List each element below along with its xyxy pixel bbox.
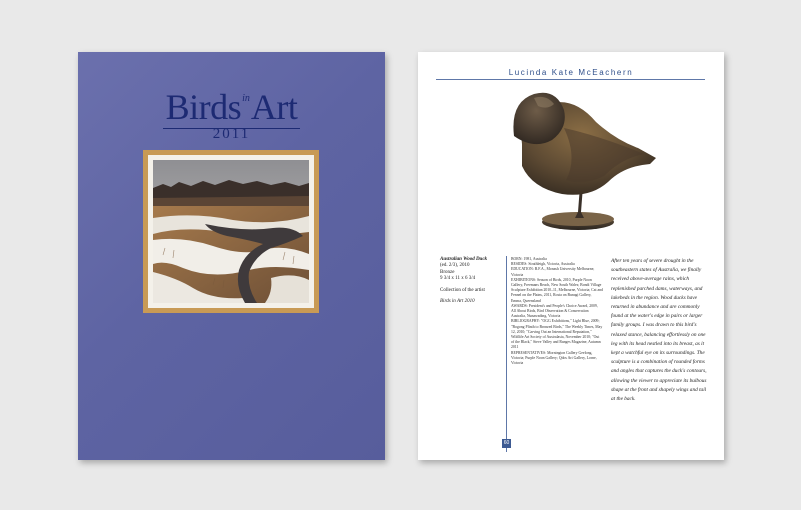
- artwork-dimensions: 9 3/4 x 11 x 6 3/4: [440, 276, 476, 282]
- page-number: 60: [503, 440, 510, 446]
- cover-title: [78, 86, 385, 128]
- winter-creek-painting: [153, 160, 309, 303]
- column-divider: [506, 256, 507, 452]
- artist-statement: After ten years of severe drought in the southeastern states of Australia, we finally received above-average rains, which replenished parched dams, waterways, and lakebeds in the region. Wood ducks have returned in abundance and are commonly found at the water's edge in pairs or larger family groups. I was drawn to this bird's relaxed stance, balancing effortlessly on one leg with its head nestled into its breast, as it kept a watchful eye on its surroundings. The sculpture is a combination of rounded forms and angles that captures the duck's contours, allowing the viewer to appreciate its bulbous shape at the front and shapely wings and tail at the back.: [611, 258, 707, 403]
- cover-title-birds: Birds: [165, 87, 242, 127]
- artwork-collection: Collection of the artist: [440, 287, 485, 293]
- artwork-title: Australian Wood Duck: [440, 257, 488, 262]
- bio-awards: AWARDS: President's and People's Choice Award, 2009, All About Birds, Bird Observation & Conservation Australia, Nunawading, Victoria: [511, 303, 598, 319]
- catalog-page: [418, 52, 724, 460]
- cover-painting-frame: [143, 150, 319, 313]
- cover-title-in: in: [242, 93, 250, 104]
- bio-born: BORN: 1981, Australia: [511, 257, 547, 261]
- artwork-edition: (ed. 2/3), 2010: [440, 263, 470, 269]
- header-rule: [436, 79, 705, 80]
- artist-bio: [511, 257, 603, 366]
- bio-bibliography: BIBLIOGRAPHY: "OGG Exhibitions," Light Blue, 2009; "Bogong Plinth to Bronzed Birds," The Weekly Times, May 12, 2010; "Carving Out an International Reputation," Wildlife Art Society of Australasia, November 2010; "Out of the Black," Steve Valley and Ranges Magazine, Autumn 2011: [511, 319, 603, 350]
- cover-year: 2011: [212, 126, 251, 142]
- bio-exhibitions: EXHIBITIONS: Season of Birds, 2010, Purple Noon Gallery, Freemans Reach, New South Wales; Bondi Village Sculpture Exhibition 2010–11, Melbourne, Victoria; Cat and Fennel on the Plains, 2011, Rosta on Bunagi Gallery, Emma, Queensland: [511, 277, 603, 303]
- artwork-medium: Bronze: [440, 269, 455, 275]
- bio-education: EDUCATION: B.F.A., Monash University Melbourne, Victoria: [511, 267, 595, 277]
- artwork-info: [440, 257, 506, 305]
- wood-duck-sculpture-photo: [504, 88, 672, 236]
- bio-representatives: REPRESENTATIVES: Mornington Gallery Geelong, Victoria; Purple Noon Gallery; Qdos Art Gallery, Lorne, Victoria: [511, 350, 597, 366]
- artwork-exhibited: Birds in Art 2010: [440, 299, 475, 305]
- bio-resides: RESIDES: Strathleigh, Victoria, Australia: [511, 262, 575, 267]
- cover-title-art: Art: [250, 87, 298, 127]
- catalog-cover: [78, 52, 385, 460]
- artist-name: Lucinda Kate McEachern: [508, 68, 634, 77]
- cover-painting-mat: [148, 155, 314, 308]
